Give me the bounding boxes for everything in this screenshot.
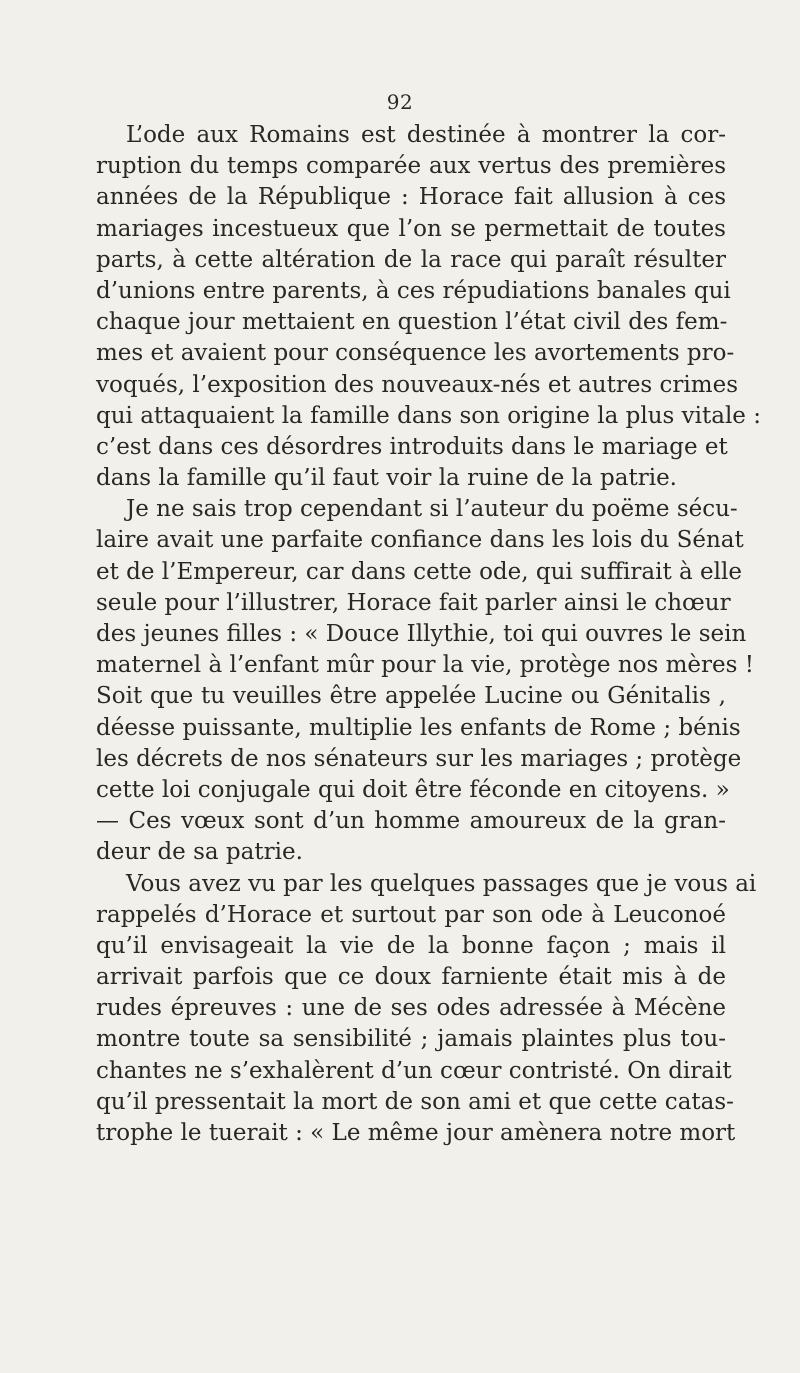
text-line: — Ces vœux sont d’un homme amoureux de la gran- [96, 808, 726, 835]
text-line: qu’il envisageait la vie de la bonne façon ; mais il [96, 932, 726, 959]
text-line: deur de sa patrie. [96, 839, 303, 866]
text-line: et de l’Empereur, car dans cette ode, qui suffirait à elle [96, 558, 742, 585]
text-line: rudes épreuves : une de ses odes adressée à Mécène [96, 995, 726, 1022]
text-line: seule pour l’illustrer, Horace fait parler ainsi le chœur [96, 589, 731, 616]
text-line: ruption du temps comparée aux vertus des premières [96, 153, 726, 180]
text-line: voqués, l’exposition des nouveaux-nés et autres crimes [96, 371, 739, 398]
text-line: déesse puissante, multiplie les enfants de Rome ; bénis [96, 714, 741, 741]
text-line: Soit que tu veuilles être appelée Lucine ou Génitalis , [96, 683, 726, 710]
text-line: dans la famille qu’il faut voir la ruine de la patrie. [96, 465, 677, 492]
text-line: Je ne sais trop cependant si l’auteur du poëme sécu- [126, 496, 738, 523]
text-line: L’ode aux Romains est destinée à montrer la cor- [126, 122, 726, 148]
text-line: d’unions entre parents, à ces répudiations banales qui [96, 277, 731, 304]
text-line: mes et avaient pour conséquence les avortements pro- [96, 340, 735, 367]
text-line: cette loi conjugale qui doit être féconde en citoyens. » [96, 776, 730, 803]
text-line: qu’il pressentait la mort de son ami et que cette catas- [96, 1088, 734, 1115]
text-line: Vous avez vu par les quelques passages que je vous ai [126, 870, 757, 897]
page-number: 92 [386, 90, 414, 114]
body-text [96, 120, 761, 1149]
text-line: chaque jour mettaient en question l’état civil des fem- [96, 309, 728, 336]
text-line: c’est dans ces désordres introduits dans le mariage et [96, 433, 728, 460]
text-line: mariages incestueux que l’on se permettait de toutes [96, 215, 726, 242]
text-line: trophe le tuerait : « Le même jour amènera notre mort [96, 1120, 736, 1146]
text-line: qui attaquaient la famille dans son origine la plus vitale : [96, 402, 761, 429]
text-line: arrivait parfois que ce doux farniente était mis à de [96, 964, 726, 991]
text-line: rappelés d’Horace et surtout par son ode à Leuconoé [96, 901, 726, 928]
text-line: montre toute sa sensibilité ; jamais plaintes plus tou- [96, 1026, 726, 1053]
text-line: années de la République : Horace fait allusion à ces [96, 184, 726, 211]
text-line: laire avait une parfaite confiance dans les lois du Sénat [96, 527, 744, 554]
text-line: les décrets de nos sénateurs sur les mariages ; protège [96, 745, 742, 772]
text-line: parts, à cette altération de la race qui paraît résulter [96, 246, 726, 273]
text-line: chantes ne s’exhalèrent d’un cœur contristé. On dirait [96, 1057, 732, 1084]
text-line: des jeunes filles : « Douce Illythie, toi qui ouvres le sein [96, 621, 747, 647]
text-line: maternel à l’enfant mûr pour la vie, protège nos mères ! [96, 652, 754, 679]
